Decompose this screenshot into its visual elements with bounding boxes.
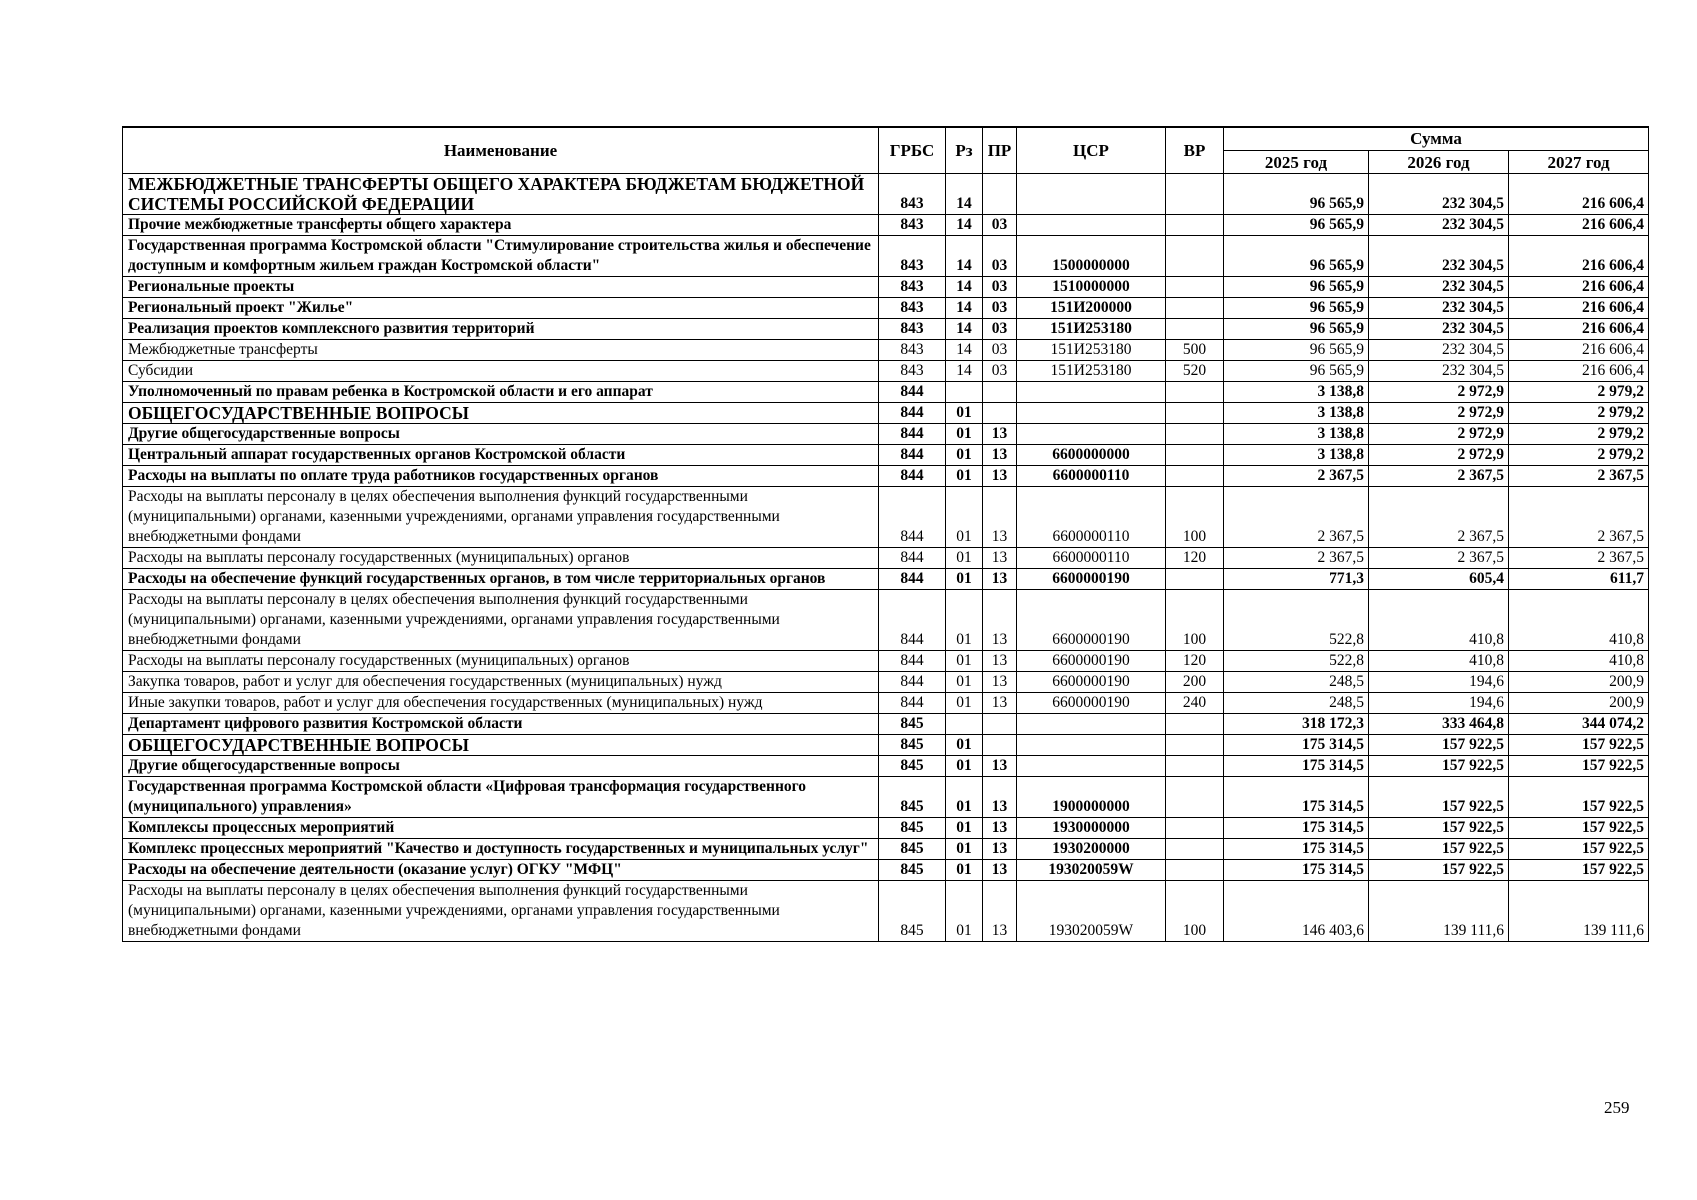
cell-csr: [1017, 735, 1166, 756]
table-row: [123, 590, 1649, 651]
cell-y2027: 2 979,2: [1509, 445, 1649, 466]
header-pr: ПР: [983, 127, 1017, 174]
table-row: [123, 236, 1649, 277]
table-row: [123, 881, 1649, 942]
cell-csr: 151И253180: [1017, 319, 1166, 340]
cell-name: Государственная программа Костромской области "Стимулирование строительства жилья и обеспечение доступным и комфортным жильем граждан Костромской области": [123, 236, 879, 277]
cell-pr: 13: [983, 466, 1017, 487]
cell-pr: 13: [983, 569, 1017, 590]
cell-vr: 500: [1166, 340, 1224, 361]
cell-name: Межбюджетные трансферты: [123, 340, 879, 361]
cell-name: Реализация проектов комплексного развития территорий: [123, 319, 879, 340]
cell-vr: [1166, 756, 1224, 777]
cell-y2026: 157 922,5: [1369, 860, 1509, 881]
cell-y2026: 2 972,9: [1369, 403, 1509, 424]
cell-y2026: 232 304,5: [1369, 361, 1509, 382]
cell-y2025: 3 138,8: [1224, 445, 1369, 466]
cell-vr: [1166, 298, 1224, 319]
cell-pr: 13: [983, 548, 1017, 569]
cell-pr: 03: [983, 319, 1017, 340]
cell-rz: 01: [946, 651, 983, 672]
cell-vr: 100: [1166, 487, 1224, 548]
cell-rz: 01: [946, 487, 983, 548]
cell-y2025: 96 565,9: [1224, 319, 1369, 340]
budget-table: [122, 126, 1649, 942]
cell-y2027: 2 979,2: [1509, 424, 1649, 445]
header-name: Наименование: [123, 127, 879, 174]
cell-grbs: 844: [879, 548, 946, 569]
cell-name: Расходы на выплаты персоналу в целях обеспечения выполнения функций государственными (муниципальными) органами, казенными учреждениями, органами управления государственными внебюджетными фондами: [123, 487, 879, 548]
cell-y2027: 611,7: [1509, 569, 1649, 590]
cell-name: ОБЩЕГОСУДАРСТВЕННЫЕ ВОПРОСЫ: [123, 403, 879, 424]
cell-vr: 200: [1166, 672, 1224, 693]
cell-y2026: 605,4: [1369, 569, 1509, 590]
cell-csr: [1017, 756, 1166, 777]
cell-y2026: 194,6: [1369, 672, 1509, 693]
header-csr: ЦСР: [1017, 127, 1166, 174]
cell-pr: 13: [983, 651, 1017, 672]
cell-name: Уполномоченный по правам ребенка в Костромской области и его аппарат: [123, 382, 879, 403]
cell-csr: 6600000190: [1017, 569, 1166, 590]
cell-y2025: 146 403,6: [1224, 881, 1369, 942]
page-number: 259: [1604, 1098, 1630, 1117]
cell-y2027: 200,9: [1509, 693, 1649, 714]
header-grbs: ГРБС: [879, 127, 946, 174]
cell-vr: [1166, 714, 1224, 735]
cell-csr: 193020059W: [1017, 860, 1166, 881]
cell-grbs: 844: [879, 424, 946, 445]
cell-csr: 6600000190: [1017, 590, 1166, 651]
cell-y2026: 157 922,5: [1369, 777, 1509, 818]
cell-y2025: 3 138,8: [1224, 403, 1369, 424]
table-row: [123, 672, 1649, 693]
cell-csr: 151И253180: [1017, 361, 1166, 382]
cell-name: Региональный проект "Жилье": [123, 298, 879, 319]
cell-y2027: 157 922,5: [1509, 860, 1649, 881]
cell-y2027: 216 606,4: [1509, 361, 1649, 382]
table-body: [123, 174, 1649, 942]
cell-rz: 01: [946, 445, 983, 466]
cell-pr: 03: [983, 298, 1017, 319]
cell-csr: [1017, 424, 1166, 445]
cell-y2025: 2 367,5: [1224, 487, 1369, 548]
cell-grbs: 844: [879, 693, 946, 714]
cell-y2025: 175 314,5: [1224, 818, 1369, 839]
cell-y2027: 216 606,4: [1509, 340, 1649, 361]
table-row: [123, 340, 1649, 361]
cell-pr: 13: [983, 590, 1017, 651]
table-row: [123, 403, 1649, 424]
cell-y2026: 2 972,9: [1369, 382, 1509, 403]
cell-y2027: 139 111,6: [1509, 881, 1649, 942]
cell-pr: 13: [983, 860, 1017, 881]
table-row: [123, 756, 1649, 777]
cell-y2026: 232 304,5: [1369, 215, 1509, 236]
cell-y2025: 3 138,8: [1224, 382, 1369, 403]
cell-csr: 1510000000: [1017, 277, 1166, 298]
cell-y2025: 96 565,9: [1224, 298, 1369, 319]
table-row: [123, 839, 1649, 860]
cell-y2025: 175 314,5: [1224, 756, 1369, 777]
cell-csr: 6600000110: [1017, 487, 1166, 548]
cell-vr: [1166, 860, 1224, 881]
cell-name: ОБЩЕГОСУДАРСТВЕННЫЕ ВОПРОСЫ: [123, 735, 879, 756]
table-row: [123, 277, 1649, 298]
table-row: [123, 569, 1649, 590]
cell-grbs: 845: [879, 818, 946, 839]
table-row: [123, 860, 1649, 881]
cell-y2027: 2 367,5: [1509, 466, 1649, 487]
cell-y2025: 771,3: [1224, 569, 1369, 590]
cell-vr: [1166, 215, 1224, 236]
table-row: [123, 298, 1649, 319]
cell-y2027: 216 606,4: [1509, 319, 1649, 340]
cell-rz: 14: [946, 361, 983, 382]
cell-csr: 1930200000: [1017, 839, 1166, 860]
cell-grbs: 845: [879, 839, 946, 860]
cell-y2026: 157 922,5: [1369, 839, 1509, 860]
cell-csr: [1017, 174, 1166, 215]
table-row: [123, 424, 1649, 445]
cell-y2026: 410,8: [1369, 651, 1509, 672]
cell-y2025: 2 367,5: [1224, 466, 1369, 487]
cell-rz: 01: [946, 569, 983, 590]
cell-y2025: 522,8: [1224, 651, 1369, 672]
table-row: [123, 215, 1649, 236]
cell-y2025: 175 314,5: [1224, 860, 1369, 881]
cell-rz: [946, 382, 983, 403]
cell-csr: 1930000000: [1017, 818, 1166, 839]
cell-rz: 01: [946, 466, 983, 487]
cell-vr: [1166, 277, 1224, 298]
cell-y2025: 248,5: [1224, 672, 1369, 693]
cell-y2027: 2 979,2: [1509, 403, 1649, 424]
cell-pr: [983, 403, 1017, 424]
cell-grbs: 844: [879, 445, 946, 466]
table-row: [123, 174, 1649, 215]
header-2027: 2027 год: [1509, 151, 1649, 174]
header-2026: 2026 год: [1369, 151, 1509, 174]
cell-pr: [983, 735, 1017, 756]
cell-rz: 01: [946, 672, 983, 693]
cell-vr: [1166, 319, 1224, 340]
cell-pr: 13: [983, 487, 1017, 548]
table-row: [123, 693, 1649, 714]
cell-grbs: 843: [879, 340, 946, 361]
cell-y2027: 157 922,5: [1509, 818, 1649, 839]
cell-csr: 6600000190: [1017, 693, 1166, 714]
cell-y2026: 333 464,8: [1369, 714, 1509, 735]
cell-y2025: 96 565,9: [1224, 277, 1369, 298]
cell-pr: 03: [983, 277, 1017, 298]
cell-rz: 01: [946, 860, 983, 881]
cell-rz: 01: [946, 735, 983, 756]
cell-vr: [1166, 735, 1224, 756]
cell-y2025: 3 138,8: [1224, 424, 1369, 445]
table-row: [123, 735, 1649, 756]
cell-y2025: 248,5: [1224, 693, 1369, 714]
cell-y2026: 2 972,9: [1369, 424, 1509, 445]
cell-y2025: 2 367,5: [1224, 548, 1369, 569]
cell-y2027: 216 606,4: [1509, 277, 1649, 298]
cell-pr: [983, 382, 1017, 403]
cell-rz: 01: [946, 424, 983, 445]
cell-rz: 01: [946, 590, 983, 651]
cell-vr: 240: [1166, 693, 1224, 714]
table-row: [123, 466, 1649, 487]
table-row: [123, 319, 1649, 340]
table-row: [123, 548, 1649, 569]
cell-grbs: 845: [879, 714, 946, 735]
table-row: [123, 818, 1649, 839]
table-row: [123, 714, 1649, 735]
cell-y2025: 522,8: [1224, 590, 1369, 651]
cell-pr: 13: [983, 777, 1017, 818]
cell-y2025: 175 314,5: [1224, 735, 1369, 756]
cell-name: Комплекс процессных мероприятий "Качество и доступность государственных и муниципальных услуг": [123, 839, 879, 860]
table-row: [123, 382, 1649, 403]
cell-pr: [983, 714, 1017, 735]
cell-pr: 13: [983, 839, 1017, 860]
cell-name: Расходы на обеспечение деятельности (оказание услуг) ОГКУ "МФЦ": [123, 860, 879, 881]
cell-name: Другие общегосударственные вопросы: [123, 756, 879, 777]
cell-csr: [1017, 714, 1166, 735]
cell-rz: 01: [946, 693, 983, 714]
cell-pr: 03: [983, 361, 1017, 382]
cell-grbs: 844: [879, 590, 946, 651]
cell-name: Расходы на обеспечение функций государственных органов, в том числе территориальных органов: [123, 569, 879, 590]
cell-name: Прочие межбюджетные трансферты общего характера: [123, 215, 879, 236]
cell-y2026: 410,8: [1369, 590, 1509, 651]
cell-y2027: 216 606,4: [1509, 174, 1649, 215]
cell-name: Расходы на выплаты по оплате труда работников государственных органов: [123, 466, 879, 487]
cell-rz: 14: [946, 340, 983, 361]
cell-y2026: 232 304,5: [1369, 298, 1509, 319]
cell-y2027: 157 922,5: [1509, 756, 1649, 777]
cell-name: Государственная программа Костромской области «Цифровая трансформация государственного (муниципального) управления»: [123, 777, 879, 818]
cell-y2027: 216 606,4: [1509, 298, 1649, 319]
cell-grbs: 845: [879, 777, 946, 818]
cell-y2026: 194,6: [1369, 693, 1509, 714]
table-row: [123, 361, 1649, 382]
cell-grbs: 843: [879, 215, 946, 236]
cell-y2025: 96 565,9: [1224, 174, 1369, 215]
cell-pr: 13: [983, 424, 1017, 445]
cell-rz: 01: [946, 881, 983, 942]
cell-csr: 6600000190: [1017, 672, 1166, 693]
cell-rz: 01: [946, 756, 983, 777]
cell-name: Расходы на выплаты персоналу в целях обеспечения выполнения функций государственными (муниципальными) органами, казенными учреждениями, органами управления государственными внебюджетными фондами: [123, 881, 879, 942]
cell-vr: 100: [1166, 590, 1224, 651]
cell-vr: [1166, 818, 1224, 839]
cell-vr: [1166, 174, 1224, 215]
cell-rz: 14: [946, 215, 983, 236]
cell-y2027: 200,9: [1509, 672, 1649, 693]
cell-grbs: 844: [879, 569, 946, 590]
table-row: [123, 651, 1649, 672]
header-vr: ВР: [1166, 127, 1224, 174]
cell-name: Расходы на выплаты персоналу государственных (муниципальных) органов: [123, 548, 879, 569]
cell-csr: 1500000000: [1017, 236, 1166, 277]
cell-csr: 1900000000: [1017, 777, 1166, 818]
cell-pr: 13: [983, 756, 1017, 777]
cell-y2025: 96 565,9: [1224, 361, 1369, 382]
cell-y2027: 157 922,5: [1509, 839, 1649, 860]
cell-y2027: 157 922,5: [1509, 777, 1649, 818]
cell-csr: 151И253180: [1017, 340, 1166, 361]
cell-csr: 151И200000: [1017, 298, 1166, 319]
cell-vr: 520: [1166, 361, 1224, 382]
cell-y2025: 96 565,9: [1224, 340, 1369, 361]
cell-name: Комплексы процессных мероприятий: [123, 818, 879, 839]
cell-y2026: 232 304,5: [1369, 174, 1509, 215]
cell-pr: 03: [983, 215, 1017, 236]
cell-vr: 100: [1166, 881, 1224, 942]
cell-grbs: 844: [879, 382, 946, 403]
cell-y2026: 232 304,5: [1369, 236, 1509, 277]
cell-rz: 14: [946, 174, 983, 215]
cell-grbs: 845: [879, 860, 946, 881]
cell-y2026: 2 367,5: [1369, 548, 1509, 569]
cell-rz: [946, 714, 983, 735]
cell-grbs: 845: [879, 735, 946, 756]
cell-grbs: 844: [879, 487, 946, 548]
cell-grbs: 843: [879, 236, 946, 277]
cell-name: Центральный аппарат государственных органов Костромской области: [123, 445, 879, 466]
cell-y2027: 157 922,5: [1509, 735, 1649, 756]
cell-y2027: 2 367,5: [1509, 548, 1649, 569]
cell-rz: 01: [946, 818, 983, 839]
cell-rz: 01: [946, 548, 983, 569]
cell-grbs: 844: [879, 466, 946, 487]
cell-y2027: 2 367,5: [1509, 487, 1649, 548]
cell-rz: 01: [946, 403, 983, 424]
cell-name: Департамент цифрового развития Костромской области: [123, 714, 879, 735]
cell-vr: [1166, 382, 1224, 403]
cell-grbs: 844: [879, 651, 946, 672]
cell-y2026: 157 922,5: [1369, 818, 1509, 839]
cell-vr: [1166, 466, 1224, 487]
cell-pr: 13: [983, 693, 1017, 714]
cell-y2027: 216 606,4: [1509, 236, 1649, 277]
cell-pr: [983, 174, 1017, 215]
cell-name: Иные закупки товаров, работ и услуг для обеспечения государственных (муниципальных) нужд: [123, 693, 879, 714]
cell-vr: [1166, 777, 1224, 818]
cell-name: Расходы на выплаты персоналу государственных (муниципальных) органов: [123, 651, 879, 672]
cell-y2025: 96 565,9: [1224, 215, 1369, 236]
cell-y2026: 232 304,5: [1369, 340, 1509, 361]
cell-y2027: 344 074,2: [1509, 714, 1649, 735]
cell-grbs: 844: [879, 403, 946, 424]
cell-y2026: 157 922,5: [1369, 735, 1509, 756]
cell-name: Расходы на выплаты персоналу в целях обеспечения выполнения функций государственными (муниципальными) органами, казенными учреждениями, органами управления государственными внебюджетными фондами: [123, 590, 879, 651]
cell-y2026: 232 304,5: [1369, 319, 1509, 340]
cell-rz: 14: [946, 277, 983, 298]
cell-y2025: 318 172,3: [1224, 714, 1369, 735]
cell-name: Субсидии: [123, 361, 879, 382]
cell-csr: [1017, 382, 1166, 403]
cell-y2025: 175 314,5: [1224, 839, 1369, 860]
cell-csr: 193020059W: [1017, 881, 1166, 942]
table-row: [123, 777, 1649, 818]
cell-grbs: 844: [879, 672, 946, 693]
cell-rz: 01: [946, 839, 983, 860]
cell-name: Региональные проекты: [123, 277, 879, 298]
header-2025: 2025 год: [1224, 151, 1369, 174]
cell-y2026: 2 367,5: [1369, 466, 1509, 487]
cell-y2026: 2 972,9: [1369, 445, 1509, 466]
cell-pr: 03: [983, 340, 1017, 361]
cell-name: МЕЖБЮДЖЕТНЫЕ ТРАНСФЕРТЫ ОБЩЕГО ХАРАКТЕРА БЮДЖЕТАМ БЮДЖЕТНОЙ СИСТЕМЫ РОССИЙСКОЙ ФЕДЕРАЦИИ: [123, 174, 879, 215]
cell-grbs: 843: [879, 277, 946, 298]
cell-vr: [1166, 236, 1224, 277]
cell-y2026: 232 304,5: [1369, 277, 1509, 298]
header-rz: Рз: [946, 127, 983, 174]
cell-pr: 13: [983, 445, 1017, 466]
cell-y2027: 410,8: [1509, 590, 1649, 651]
cell-vr: [1166, 403, 1224, 424]
cell-name: Закупка товаров, работ и услуг для обеспечения государственных (муниципальных) нужд: [123, 672, 879, 693]
cell-y2027: 2 979,2: [1509, 382, 1649, 403]
cell-rz: 14: [946, 298, 983, 319]
cell-csr: 6600000000: [1017, 445, 1166, 466]
table-header: [123, 127, 1649, 174]
cell-grbs: 843: [879, 361, 946, 382]
cell-name: Другие общегосударственные вопросы: [123, 424, 879, 445]
table-row: [123, 487, 1649, 548]
cell-grbs: 845: [879, 881, 946, 942]
cell-vr: [1166, 569, 1224, 590]
cell-csr: [1017, 215, 1166, 236]
cell-vr: 120: [1166, 651, 1224, 672]
cell-grbs: 843: [879, 298, 946, 319]
cell-y2026: 157 922,5: [1369, 756, 1509, 777]
cell-pr: 03: [983, 236, 1017, 277]
cell-grbs: 843: [879, 319, 946, 340]
cell-vr: [1166, 445, 1224, 466]
cell-y2027: 216 606,4: [1509, 215, 1649, 236]
cell-grbs: 845: [879, 756, 946, 777]
cell-csr: [1017, 403, 1166, 424]
cell-y2025: 96 565,9: [1224, 236, 1369, 277]
cell-y2027: 410,8: [1509, 651, 1649, 672]
cell-csr: 6600000110: [1017, 548, 1166, 569]
cell-grbs: 843: [879, 174, 946, 215]
cell-pr: 13: [983, 818, 1017, 839]
cell-csr: 6600000110: [1017, 466, 1166, 487]
header-sum: Сумма: [1224, 127, 1649, 151]
cell-pr: 13: [983, 672, 1017, 693]
table-row: [123, 445, 1649, 466]
cell-rz: 14: [946, 319, 983, 340]
cell-y2026: 139 111,6: [1369, 881, 1509, 942]
cell-vr: 120: [1166, 548, 1224, 569]
cell-rz: 01: [946, 777, 983, 818]
cell-y2026: 2 367,5: [1369, 487, 1509, 548]
cell-pr: 13: [983, 881, 1017, 942]
cell-csr: 6600000190: [1017, 651, 1166, 672]
cell-vr: [1166, 839, 1224, 860]
cell-rz: 14: [946, 236, 983, 277]
cell-vr: [1166, 424, 1224, 445]
cell-y2025: 175 314,5: [1224, 777, 1369, 818]
